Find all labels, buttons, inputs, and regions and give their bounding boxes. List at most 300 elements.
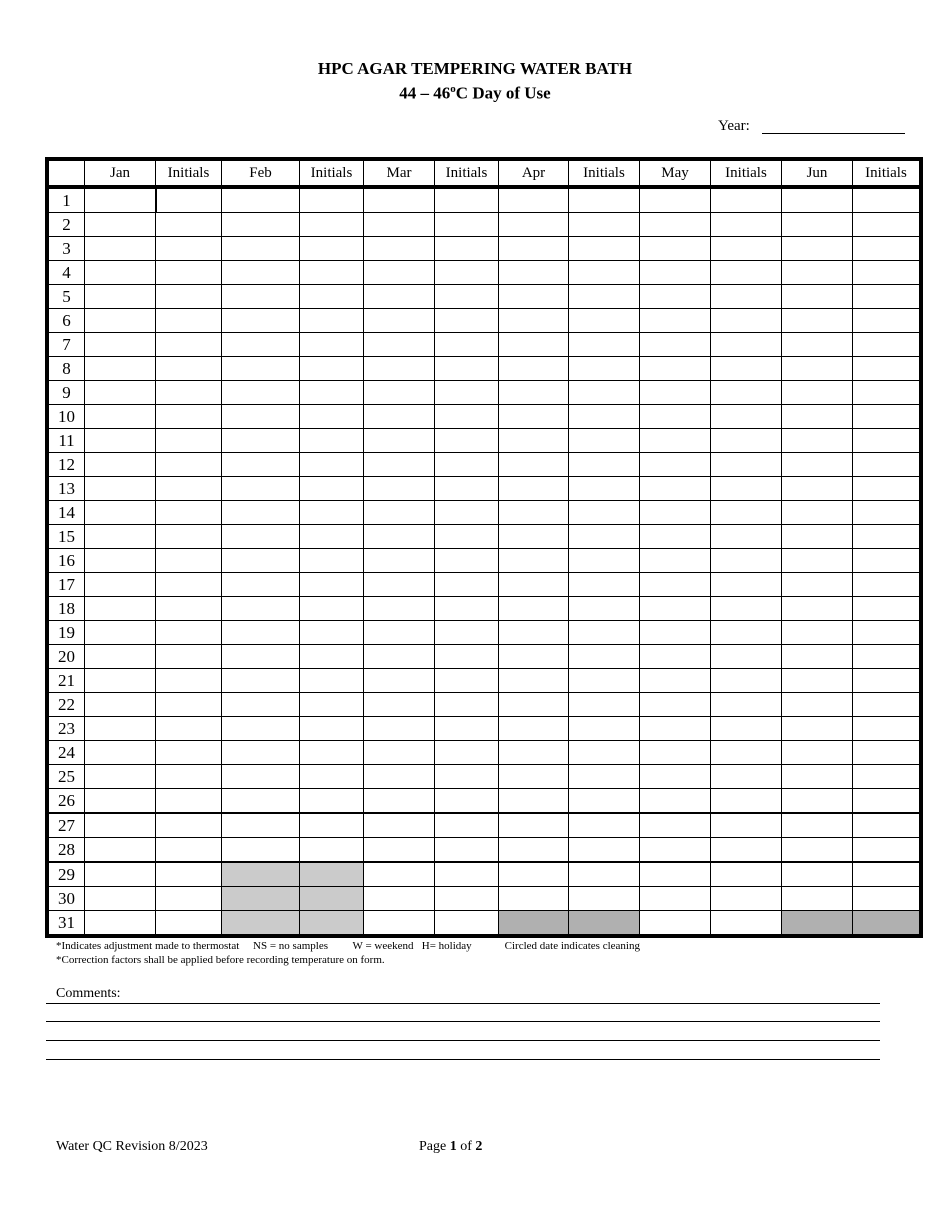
entry-cell[interactable] [569,501,640,525]
entry-cell[interactable] [782,333,853,357]
entry-cell[interactable] [640,213,711,237]
entry-cell[interactable] [711,429,782,453]
entry-cell[interactable] [782,765,853,789]
entry-cell[interactable] [85,429,156,453]
entry-cell[interactable] [85,669,156,693]
entry-cell[interactable] [85,597,156,621]
entry-cell[interactable] [711,187,782,213]
entry-cell[interactable] [85,213,156,237]
entry-cell[interactable] [364,333,435,357]
entry-cell[interactable] [222,645,300,669]
entry-cell[interactable] [85,309,156,333]
entry-cell[interactable] [569,887,640,911]
entry-cell[interactable] [782,789,853,814]
entry-cell[interactable] [782,429,853,453]
entry-cell[interactable] [156,573,222,597]
entry-cell[interactable] [222,309,300,333]
entry-cell[interactable] [222,813,300,838]
entry-cell[interactable] [300,187,364,213]
entry-cell[interactable] [499,525,569,549]
entry-cell[interactable] [85,838,156,863]
entry-cell[interactable] [569,862,640,887]
entry-cell[interactable] [499,813,569,838]
entry-cell[interactable] [853,477,922,501]
entry-cell[interactable] [569,309,640,333]
entry-cell[interactable] [156,789,222,814]
entry-cell[interactable] [156,213,222,237]
entry-cell[interactable] [300,838,364,863]
entry-cell[interactable] [222,213,300,237]
entry-cell[interactable] [300,813,364,838]
entry-cell[interactable] [85,333,156,357]
entry-cell[interactable] [222,741,300,765]
entry-cell[interactable] [640,789,711,814]
entry-cell[interactable] [300,333,364,357]
entry-cell[interactable] [640,477,711,501]
entry-cell[interactable] [853,838,922,863]
entry-cell[interactable] [364,597,435,621]
entry-cell[interactable] [364,381,435,405]
entry-cell[interactable] [364,813,435,838]
entry-cell[interactable] [222,765,300,789]
entry-cell[interactable] [364,405,435,429]
entry-cell[interactable] [711,645,782,669]
entry-cell[interactable] [85,911,156,937]
entry-cell[interactable] [156,597,222,621]
entry-cell[interactable] [782,645,853,669]
entry-cell[interactable] [435,261,499,285]
entry-cell[interactable] [640,741,711,765]
entry-cell[interactable] [364,187,435,213]
entry-cell[interactable] [85,862,156,887]
entry-cell[interactable] [499,429,569,453]
entry-cell[interactable] [85,549,156,573]
entry-cell[interactable] [156,838,222,863]
entry-cell[interactable] [85,789,156,814]
entry-cell[interactable] [711,453,782,477]
entry-cell[interactable] [499,741,569,765]
entry-cell[interactable] [435,525,499,549]
entry-cell[interactable] [85,765,156,789]
entry-cell[interactable] [85,453,156,477]
comment-line[interactable] [46,1003,880,1004]
entry-cell[interactable] [85,741,156,765]
entry-cell[interactable] [435,887,499,911]
entry-cell[interactable] [640,453,711,477]
entry-cell[interactable] [300,261,364,285]
entry-cell[interactable] [364,621,435,645]
entry-cell[interactable] [711,333,782,357]
entry-cell[interactable] [569,237,640,261]
entry-cell[interactable] [364,453,435,477]
entry-cell[interactable] [569,333,640,357]
entry-cell[interactable] [640,501,711,525]
entry-cell[interactable] [435,838,499,863]
entry-cell[interactable] [435,237,499,261]
entry-cell[interactable] [711,741,782,765]
entry-cell[interactable] [499,645,569,669]
entry-cell[interactable] [222,453,300,477]
entry-cell[interactable] [853,597,922,621]
entry-cell[interactable] [569,525,640,549]
entry-cell[interactable] [85,405,156,429]
entry-cell[interactable] [711,669,782,693]
entry-cell[interactable] [640,405,711,429]
entry-cell[interactable] [300,357,364,381]
entry-cell[interactable] [222,381,300,405]
entry-cell[interactable] [853,309,922,333]
entry-cell[interactable] [640,261,711,285]
entry-cell[interactable] [222,717,300,741]
entry-cell[interactable] [364,477,435,501]
entry-cell[interactable] [85,501,156,525]
entry-cell[interactable] [640,357,711,381]
entry-cell[interactable] [569,453,640,477]
entry-cell[interactable] [300,405,364,429]
entry-cell[interactable] [853,357,922,381]
entry-cell[interactable] [156,381,222,405]
entry-cell[interactable] [853,645,922,669]
entry-cell[interactable] [569,693,640,717]
entry-cell[interactable] [640,525,711,549]
entry-cell[interactable] [156,453,222,477]
entry-cell[interactable] [711,405,782,429]
entry-cell[interactable] [300,669,364,693]
entry-cell[interactable] [156,429,222,453]
entry-cell[interactable] [300,597,364,621]
entry-cell[interactable] [853,717,922,741]
entry-cell[interactable] [782,187,853,213]
entry-cell[interactable] [782,573,853,597]
entry-cell[interactable] [711,381,782,405]
entry-cell[interactable] [364,573,435,597]
entry-cell[interactable] [640,573,711,597]
entry-cell[interactable] [569,213,640,237]
entry-cell[interactable] [782,357,853,381]
entry-cell[interactable] [435,573,499,597]
entry-cell[interactable] [364,717,435,741]
entry-cell[interactable] [853,525,922,549]
entry-cell[interactable] [156,765,222,789]
entry-cell[interactable] [222,237,300,261]
entry-cell[interactable] [499,573,569,597]
entry-cell[interactable] [499,693,569,717]
entry-cell[interactable] [782,621,853,645]
entry-cell[interactable] [85,887,156,911]
entry-cell[interactable] [499,887,569,911]
entry-cell[interactable] [640,597,711,621]
entry-cell[interactable] [569,357,640,381]
entry-cell[interactable] [711,525,782,549]
entry-cell[interactable] [435,645,499,669]
entry-cell[interactable] [569,838,640,863]
entry-cell[interactable] [156,621,222,645]
entry-cell[interactable] [435,669,499,693]
entry-cell[interactable] [156,693,222,717]
entry-cell[interactable] [85,237,156,261]
year-field[interactable] [762,133,905,134]
entry-cell[interactable] [300,645,364,669]
entry-cell[interactable] [640,862,711,887]
entry-cell[interactable] [85,261,156,285]
entry-cell[interactable] [782,525,853,549]
entry-cell[interactable] [222,285,300,309]
entry-cell[interactable] [435,213,499,237]
entry-cell[interactable] [640,911,711,937]
entry-cell[interactable] [300,717,364,741]
entry-cell[interactable] [300,429,364,453]
entry-cell[interactable] [499,309,569,333]
entry-cell[interactable] [640,669,711,693]
comment-line[interactable] [46,1059,880,1060]
entry-cell[interactable] [711,501,782,525]
entry-cell[interactable] [222,549,300,573]
entry-cell[interactable] [640,285,711,309]
entry-cell[interactable] [640,813,711,838]
entry-cell[interactable] [711,261,782,285]
entry-cell[interactable] [853,453,922,477]
entry-cell[interactable] [156,887,222,911]
entry-cell[interactable] [640,621,711,645]
entry-cell[interactable] [435,549,499,573]
entry-cell[interactable] [569,381,640,405]
entry-cell[interactable] [364,789,435,814]
entry-cell[interactable] [499,453,569,477]
entry-cell[interactable] [435,741,499,765]
comment-line[interactable] [46,1040,880,1041]
entry-cell[interactable] [569,717,640,741]
entry-cell[interactable] [569,549,640,573]
entry-cell[interactable] [853,887,922,911]
entry-cell[interactable] [156,525,222,549]
entry-cell[interactable] [222,429,300,453]
entry-cell[interactable] [300,549,364,573]
entry-cell[interactable] [435,597,499,621]
entry-cell[interactable] [300,309,364,333]
entry-cell[interactable] [85,381,156,405]
entry-cell[interactable] [711,838,782,863]
entry-cell[interactable] [222,693,300,717]
entry-cell[interactable] [569,285,640,309]
entry-cell[interactable] [640,645,711,669]
entry-cell[interactable] [435,789,499,814]
entry-cell[interactable] [711,357,782,381]
entry-cell[interactable] [782,477,853,501]
entry-cell[interactable] [640,237,711,261]
entry-cell[interactable] [782,237,853,261]
entry-cell[interactable] [156,741,222,765]
entry-cell[interactable] [499,669,569,693]
entry-cell[interactable] [782,309,853,333]
entry-cell[interactable] [782,838,853,863]
entry-cell[interactable] [711,477,782,501]
entry-cell[interactable] [569,429,640,453]
entry-cell[interactable] [85,717,156,741]
entry-cell[interactable] [711,549,782,573]
entry-cell[interactable] [300,573,364,597]
entry-cell[interactable] [640,429,711,453]
entry-cell[interactable] [499,621,569,645]
entry-cell[interactable] [853,333,922,357]
entry-cell[interactable] [364,911,435,937]
entry-cell[interactable] [569,789,640,814]
entry-cell[interactable] [640,887,711,911]
entry-cell[interactable] [364,525,435,549]
entry-cell[interactable] [499,357,569,381]
entry-cell[interactable] [300,621,364,645]
entry-cell[interactable] [364,887,435,911]
entry-cell[interactable] [711,693,782,717]
entry-cell[interactable] [156,862,222,887]
entry-cell[interactable] [569,621,640,645]
entry-cell[interactable] [300,237,364,261]
entry-cell[interactable] [435,333,499,357]
entry-cell[interactable] [569,741,640,765]
entry-cell[interactable] [499,838,569,863]
entry-cell[interactable] [640,333,711,357]
entry-cell[interactable] [711,237,782,261]
entry-cell[interactable] [499,765,569,789]
entry-cell[interactable] [711,573,782,597]
entry-cell[interactable] [782,261,853,285]
entry-cell[interactable] [435,429,499,453]
entry-cell[interactable] [711,309,782,333]
entry-cell[interactable] [853,765,922,789]
entry-cell[interactable] [85,477,156,501]
entry-cell[interactable] [222,669,300,693]
entry-cell[interactable] [435,765,499,789]
entry-cell[interactable] [640,309,711,333]
entry-cell[interactable] [640,717,711,741]
entry-cell[interactable] [156,813,222,838]
entry-cell[interactable] [499,717,569,741]
entry-cell[interactable] [499,237,569,261]
entry-cell[interactable] [85,693,156,717]
entry-cell[interactable] [853,862,922,887]
entry-cell[interactable] [364,261,435,285]
entry-cell[interactable] [569,187,640,213]
entry-cell[interactable] [300,285,364,309]
entry-cell[interactable] [782,669,853,693]
entry-cell[interactable] [364,838,435,863]
entry-cell[interactable] [300,213,364,237]
entry-cell[interactable] [300,381,364,405]
entry-cell[interactable] [156,309,222,333]
entry-cell[interactable] [711,887,782,911]
entry-cell[interactable] [853,285,922,309]
entry-cell[interactable] [156,645,222,669]
entry-cell[interactable] [156,333,222,357]
entry-cell[interactable] [499,501,569,525]
entry-cell[interactable] [782,213,853,237]
entry-cell[interactable] [222,838,300,863]
entry-cell[interactable] [853,405,922,429]
entry-cell[interactable] [156,187,222,213]
entry-cell[interactable] [782,813,853,838]
entry-cell[interactable] [853,789,922,814]
entry-cell[interactable] [435,813,499,838]
entry-cell[interactable] [222,405,300,429]
entry-cell[interactable] [85,621,156,645]
entry-cell[interactable] [782,501,853,525]
entry-cell[interactable] [499,789,569,814]
entry-cell[interactable] [782,693,853,717]
entry-cell[interactable] [853,813,922,838]
entry-cell[interactable] [569,645,640,669]
entry-cell[interactable] [853,741,922,765]
entry-cell[interactable] [300,765,364,789]
entry-cell[interactable] [435,381,499,405]
entry-cell[interactable] [156,477,222,501]
entry-cell[interactable] [156,549,222,573]
entry-cell[interactable] [711,597,782,621]
entry-cell[interactable] [782,285,853,309]
entry-cell[interactable] [364,549,435,573]
comment-line[interactable] [46,1021,880,1022]
entry-cell[interactable] [640,693,711,717]
entry-cell[interactable] [569,477,640,501]
entry-cell[interactable] [499,549,569,573]
entry-cell[interactable] [782,862,853,887]
entry-cell[interactable] [499,477,569,501]
entry-cell[interactable] [156,357,222,381]
entry-cell[interactable] [156,237,222,261]
entry-cell[interactable] [222,573,300,597]
entry-cell[interactable] [364,237,435,261]
entry-cell[interactable] [640,381,711,405]
entry-cell[interactable] [435,477,499,501]
entry-cell[interactable] [853,669,922,693]
entry-cell[interactable] [711,621,782,645]
entry-cell[interactable] [853,501,922,525]
entry-cell[interactable] [222,525,300,549]
entry-cell[interactable] [853,187,922,213]
entry-cell[interactable] [435,693,499,717]
entry-cell[interactable] [782,405,853,429]
entry-cell[interactable] [300,525,364,549]
entry-cell[interactable] [499,381,569,405]
entry-cell[interactable] [435,621,499,645]
entry-cell[interactable] [85,525,156,549]
entry-cell[interactable] [300,693,364,717]
entry-cell[interactable] [499,333,569,357]
entry-cell[interactable] [435,187,499,213]
entry-cell[interactable] [364,429,435,453]
entry-cell[interactable] [569,405,640,429]
entry-cell[interactable] [364,501,435,525]
entry-cell[interactable] [711,813,782,838]
entry-cell[interactable] [435,501,499,525]
entry-cell[interactable] [640,549,711,573]
entry-cell[interactable] [364,213,435,237]
entry-cell[interactable] [711,285,782,309]
entry-cell[interactable] [222,477,300,501]
entry-cell[interactable] [711,789,782,814]
entry-cell[interactable] [853,573,922,597]
entry-cell[interactable] [364,285,435,309]
entry-cell[interactable] [156,717,222,741]
entry-cell[interactable] [364,693,435,717]
entry-cell[interactable] [569,669,640,693]
entry-cell[interactable] [499,261,569,285]
entry-cell[interactable] [435,405,499,429]
entry-cell[interactable] [499,862,569,887]
entry-cell[interactable] [156,669,222,693]
entry-cell[interactable] [300,477,364,501]
entry-cell[interactable] [435,911,499,937]
entry-cell[interactable] [364,765,435,789]
entry-cell[interactable] [222,261,300,285]
